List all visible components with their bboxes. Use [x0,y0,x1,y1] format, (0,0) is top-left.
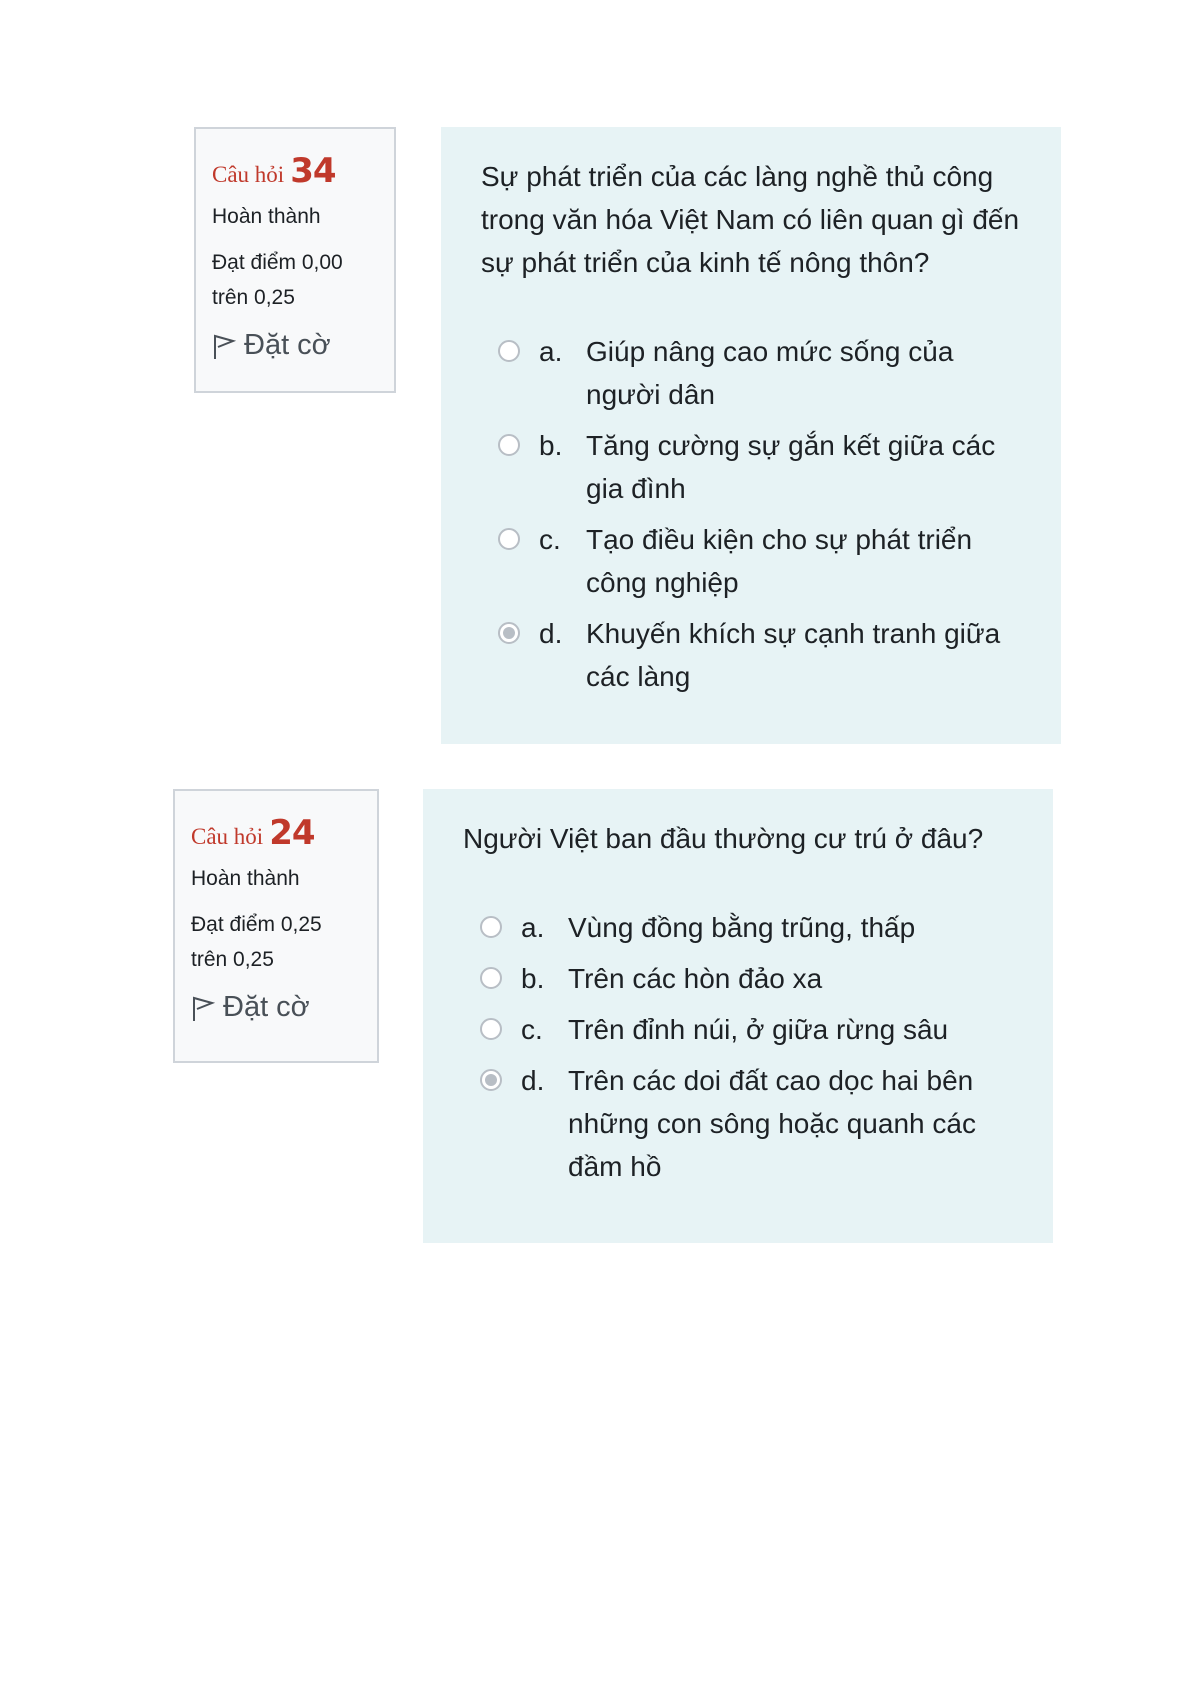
radio-icon[interactable] [498,622,520,644]
flag-label: Đặt cờ [223,991,310,1023]
question-info [173,789,379,1063]
flag-label: Đặt cờ [244,329,331,361]
answer-letter: c. [539,524,561,555]
answer-option-c[interactable] [463,1008,1013,1051]
answer-text: Giúp nâng cao mức sống của người dân [586,336,954,410]
question-grade [212,245,378,315]
flag-icon [212,332,236,360]
answer-text: Trên các doi đất cao dọc hai bên những con sông hoặc quanh các đầm hồ [568,1065,976,1182]
answer-letter: b. [539,430,563,461]
question-text: Sự phát triển của các làng nghề thủ công trong văn hóa Việt Nam có liên quan gì đến sự phát triển của kinh tế nông thôn? [481,161,1020,278]
radio-icon[interactable] [480,967,502,989]
answer-option-c[interactable] [481,518,1021,604]
answer-text: Tạo điều kiện cho sự phát triển công nghiệp [586,524,973,598]
answer-option-d[interactable] [463,1059,1013,1188]
answer-option-d[interactable] [481,612,1021,698]
grade-line-1: Đạt điểm 0,00 [212,251,343,274]
answer-text: Vùng đồng bằng trũng, thấp [568,912,916,943]
question-state: Hoàn thành [212,205,321,228]
grade-line-2: trên 0,25 [212,286,295,309]
question-grade [191,907,361,977]
flag-question-button[interactable] [191,991,361,1024]
question-number-label: Câu hỏi [212,162,285,187]
answer-text: Trên các hòn đảo xa [568,963,823,994]
answer-text: Trên đỉnh núi, ở giữa rừng sâu [568,1014,949,1045]
answer-letter: a. [539,336,563,367]
answer-option-b[interactable] [481,424,1021,510]
question-content [441,127,1061,744]
radio-icon[interactable] [480,916,502,938]
question-state: Hoàn thành [191,867,300,890]
grade-line-2: trên 0,25 [191,948,274,971]
grade-line-1: Đạt điểm 0,25 [191,913,322,936]
answer-list [481,330,1021,698]
flag-icon [191,994,215,1022]
question-number-label: Câu hỏi [191,824,264,849]
question-text: Người Việt ban đầu thường cư trú ở đâu? [463,823,984,854]
question-number-value: 34 [290,151,336,191]
answer-option-b[interactable] [463,957,1013,1000]
radio-icon[interactable] [498,528,520,550]
answer-option-a[interactable] [481,330,1021,416]
question-number [191,813,361,853]
question-info [194,127,396,393]
answer-letter: c. [521,1014,543,1045]
question-number [212,151,378,191]
radio-icon[interactable] [480,1069,502,1091]
answer-letter: b. [521,963,545,994]
answer-text: Tăng cường sự gắn kết giữa các gia đình [586,430,996,504]
question-number-value: 24 [269,813,315,853]
answer-list [463,906,1013,1188]
answer-letter: d. [521,1065,545,1096]
radio-icon[interactable] [480,1018,502,1040]
answer-text: Khuyến khích sự cạnh tranh giữa các làng [586,618,1001,692]
radio-icon[interactable] [498,434,520,456]
radio-icon[interactable] [498,340,520,362]
answer-letter: a. [521,912,545,943]
answer-option-a[interactable] [463,906,1013,949]
flag-question-button[interactable] [212,329,378,362]
question-content [423,789,1053,1243]
answer-letter: d. [539,618,563,649]
